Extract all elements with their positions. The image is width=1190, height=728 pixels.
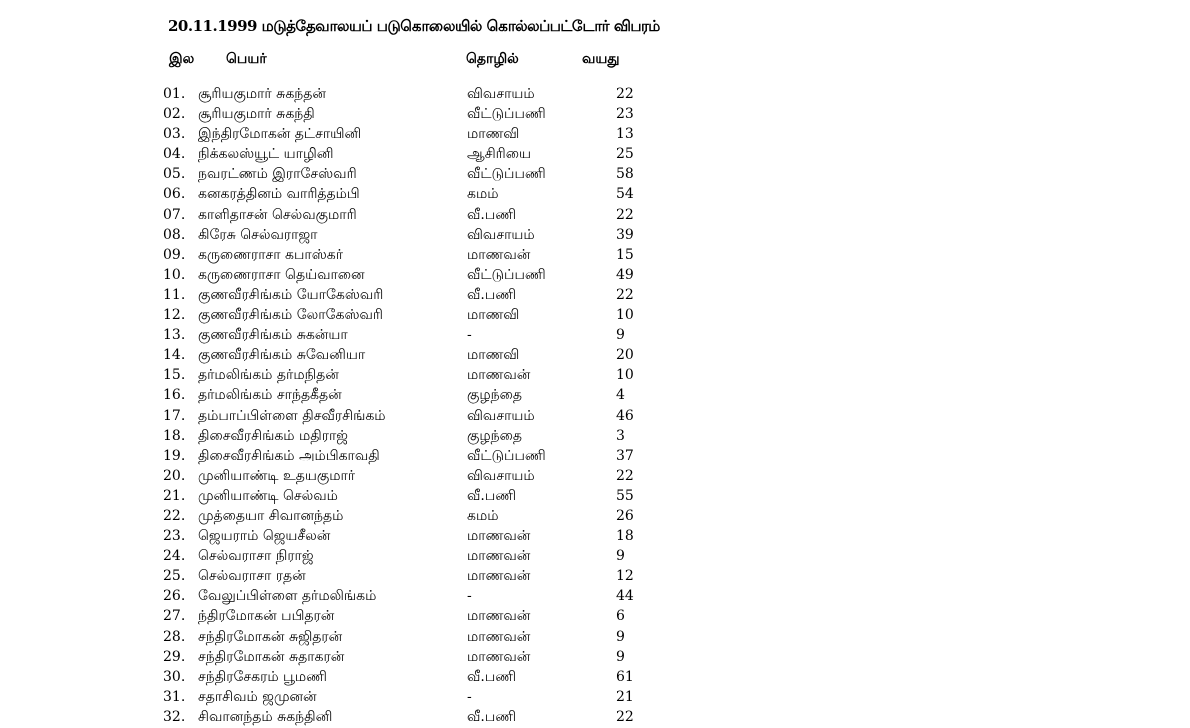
row-number: 19. — [163, 447, 186, 464]
row-number: 29. — [163, 648, 186, 665]
row-name: செல்வராசா ரதன் — [198, 568, 306, 585]
row-number: 32. — [163, 708, 186, 725]
row-name: காளிதாசன் செல்வகுமாரி — [198, 206, 357, 223]
row-number: 05. — [163, 166, 186, 183]
document-title: 20.11.1999 மடுத்தேவாலயப் படுகொலையில் கொல்லப்பட்டோர் விபரம் — [168, 17, 660, 35]
row-age: 55 — [616, 487, 634, 504]
row-number: 07. — [163, 206, 186, 223]
row-occupation: மாணவன் — [467, 528, 531, 545]
row-number: 04. — [163, 146, 186, 163]
row-number: 16. — [163, 387, 186, 404]
table-row — [0, 345, 1190, 365]
row-age: 6 — [616, 608, 625, 625]
table-row — [0, 285, 1190, 305]
row-age: 37 — [616, 447, 634, 464]
table-row — [0, 627, 1190, 647]
row-number: 26. — [163, 588, 186, 605]
row-age: 26 — [616, 507, 634, 524]
row-occupation: மாணவி — [467, 307, 520, 324]
table-row — [0, 184, 1190, 204]
row-name: தம்பாப்பிள்ளை திசவீரசிங்கம் — [198, 407, 386, 424]
table-row — [0, 164, 1190, 184]
row-age: 12 — [616, 568, 634, 585]
table-row — [0, 104, 1190, 124]
row-age: 22 — [616, 286, 634, 303]
row-name: கிரேசு செல்வராஜா — [198, 226, 318, 243]
row-name: கனகரத்தினம் வாரித்தம்பி — [198, 186, 360, 203]
row-age: 15 — [616, 246, 634, 263]
row-occupation: விவசாயம் — [467, 407, 535, 424]
row-number: 28. — [163, 628, 186, 645]
row-occupation: வீ.பணி — [467, 487, 517, 504]
table-row — [0, 144, 1190, 164]
row-age: 9 — [616, 548, 625, 565]
row-occupation: மாணவன் — [467, 548, 531, 565]
row-age: 9 — [616, 648, 625, 665]
row-occupation: வீட்டுப்பணி — [467, 166, 546, 183]
row-name: கருணைராசா கபாஸ்கர் — [198, 246, 344, 263]
row-occupation: வீட்டுப்பணி — [467, 266, 546, 283]
row-name: சூரியகுமார் சுகந்தி — [198, 106, 315, 123]
row-age: 44 — [616, 588, 634, 605]
table-row — [0, 466, 1190, 486]
row-number: 15. — [163, 367, 186, 384]
column-header-occupation: தொழில் — [466, 51, 519, 67]
row-number: 22. — [163, 507, 186, 524]
row-occupation: வீ.பணி — [467, 206, 517, 223]
row-occupation: விவசாயம் — [467, 467, 535, 484]
row-name: குணவீரசிங்கம் சுகன்யா — [198, 327, 348, 344]
row-number: 20. — [163, 467, 186, 484]
row-name: சதாசிவம் ஜமுனன் — [198, 688, 317, 705]
row-name: ஜெயராம் ஜெயசீலன் — [198, 528, 331, 545]
row-age: 22 — [616, 467, 634, 484]
row-occupation: மாணவன் — [467, 246, 531, 263]
row-age: 22 — [616, 86, 634, 102]
row-name: இந்திரமோகன் தட்சாயினி — [198, 126, 362, 143]
row-occupation: வீட்டுப்பணி — [467, 106, 546, 123]
row-age: 46 — [616, 407, 634, 424]
row-occupation: வீ.பணி — [467, 286, 517, 303]
table-row — [0, 566, 1190, 586]
row-number: 12. — [163, 307, 186, 324]
row-age: 9 — [616, 327, 625, 344]
table-row — [0, 446, 1190, 466]
row-occupation: வீட்டுப்பணி — [467, 447, 546, 464]
row-occupation: மாணவி — [467, 347, 520, 364]
row-name: செல்வராசா நிராஜ் — [198, 548, 314, 565]
row-number: 24. — [163, 548, 186, 565]
row-occupation: வீ.பணி — [467, 708, 517, 725]
table-row — [0, 647, 1190, 667]
row-occupation: குழந்தை — [467, 387, 522, 404]
row-age: 4 — [616, 387, 625, 404]
row-occupation: ஆசிரியை — [467, 146, 531, 163]
table-row — [0, 365, 1190, 385]
table-row — [0, 586, 1190, 606]
table-row — [0, 526, 1190, 546]
row-age: 9 — [616, 628, 625, 645]
column-header-name: பெயர் — [226, 51, 267, 67]
row-age: 20 — [616, 347, 634, 364]
row-name: முனியாண்டி உதயகுமார் — [198, 467, 356, 484]
row-occupation: - — [467, 327, 472, 344]
row-age: 22 — [616, 708, 634, 725]
row-age: 25 — [616, 146, 634, 163]
row-number: 09. — [163, 246, 186, 263]
row-name: திசைவீரசிங்கம் அம்பிகாவதி — [198, 447, 380, 464]
row-age: 10 — [616, 367, 634, 384]
row-number: 23. — [163, 528, 186, 545]
row-occupation: மாணவன் — [467, 568, 531, 585]
table-row — [0, 325, 1190, 345]
row-number: 27. — [163, 608, 186, 625]
row-occupation: குழந்தை — [467, 427, 522, 444]
row-age: 61 — [616, 668, 634, 685]
row-age: 10 — [616, 307, 634, 324]
table-row — [0, 406, 1190, 426]
column-header-no: இல — [169, 51, 195, 67]
row-age: 18 — [616, 528, 634, 545]
row-name: சந்திரசேகரம் பூமணி — [198, 668, 327, 685]
row-age: 22 — [616, 206, 634, 223]
row-occupation: - — [467, 588, 472, 605]
row-number: 30. — [163, 668, 186, 685]
row-age: 3 — [616, 427, 625, 444]
table-row — [0, 486, 1190, 506]
row-age: 13 — [616, 126, 634, 143]
table-row — [0, 265, 1190, 285]
row-name: தர்மலிங்கம் தர்மநிதன் — [198, 367, 339, 384]
table-row — [0, 546, 1190, 566]
row-age: 58 — [616, 166, 634, 183]
row-name: குணவீரசிங்கம் யோகேஸ்வரி — [198, 286, 384, 303]
row-number: 06. — [163, 186, 186, 203]
table-row — [0, 245, 1190, 265]
row-number: 10. — [163, 266, 186, 283]
row-age: 21 — [616, 688, 634, 705]
table-row — [0, 385, 1190, 405]
row-number: 31. — [163, 688, 186, 705]
row-name: கருணைராசா தெய்வானை — [198, 266, 365, 283]
row-name: குணவீரசிங்கம் சுவேனியா — [198, 347, 366, 364]
row-age: 39 — [616, 226, 634, 243]
row-number: 18. — [163, 427, 186, 444]
row-name: முனியாண்டி செல்வம் — [198, 487, 338, 504]
row-number: 08. — [163, 226, 186, 243]
row-name: சந்திரமோகன் சுஜிதரன் — [198, 628, 343, 645]
row-name: வேலுப்பிள்ளை தர்மலிங்கம் — [198, 588, 377, 605]
row-number: 14. — [163, 347, 186, 364]
row-number: 02. — [163, 106, 186, 123]
row-number: 01. — [163, 86, 186, 102]
table-row — [0, 506, 1190, 526]
row-name: நிக்கலஸ்யூட் யாழினி — [198, 146, 334, 163]
row-name: திசைவீரசிங்கம் மதிராஜ் — [198, 427, 348, 444]
table-row — [0, 606, 1190, 626]
row-name: சிவானந்தம் சுகந்தினி — [198, 708, 333, 725]
victims-list — [0, 84, 1190, 727]
row-occupation: - — [467, 688, 472, 705]
row-age: 49 — [616, 266, 634, 283]
row-name: நவரட்ணம் இராசேஸ்வரி — [198, 166, 357, 183]
row-occupation: விவசாயம் — [467, 86, 535, 102]
row-age: 54 — [616, 186, 634, 203]
row-name: ந்திரமோகன் பபிதரன் — [198, 608, 335, 625]
table-row — [0, 84, 1190, 104]
table-row — [0, 225, 1190, 245]
row-name: சந்திரமோகன் சுதாகரன் — [198, 648, 345, 665]
row-name: தர்மலிங்கம் சாந்தகீதன் — [198, 387, 342, 404]
row-occupation: மாணவன் — [467, 608, 531, 625]
row-number: 13. — [163, 327, 186, 344]
row-occupation: வீ.பணி — [467, 668, 517, 685]
table-row — [0, 205, 1190, 225]
row-occupation: கமம் — [467, 507, 499, 524]
table-row — [0, 305, 1190, 325]
row-occupation: மாணவன் — [467, 367, 531, 384]
row-name: முத்தையா சிவானந்தம் — [198, 507, 344, 524]
column-header-age: வயது — [582, 51, 620, 67]
row-occupation: மாணவன் — [467, 648, 531, 665]
row-number: 03. — [163, 126, 186, 143]
row-name: குணவீரசிங்கம் லோகேஸ்வரி — [198, 307, 383, 324]
row-occupation: மாணவி — [467, 126, 520, 143]
table-row — [0, 667, 1190, 687]
row-occupation: கமம் — [467, 186, 499, 203]
table-row — [0, 707, 1190, 727]
table-row — [0, 124, 1190, 144]
row-number: 21. — [163, 487, 186, 504]
table-row — [0, 687, 1190, 707]
table-row — [0, 426, 1190, 446]
row-occupation: விவசாயம் — [467, 226, 535, 243]
row-number: 17. — [163, 407, 186, 424]
row-number: 25. — [163, 568, 186, 585]
row-occupation: மாணவன் — [467, 628, 531, 645]
row-number: 11. — [163, 286, 186, 303]
row-name: சூரியகுமார் சுகந்தன் — [198, 86, 326, 102]
row-age: 23 — [616, 106, 634, 123]
